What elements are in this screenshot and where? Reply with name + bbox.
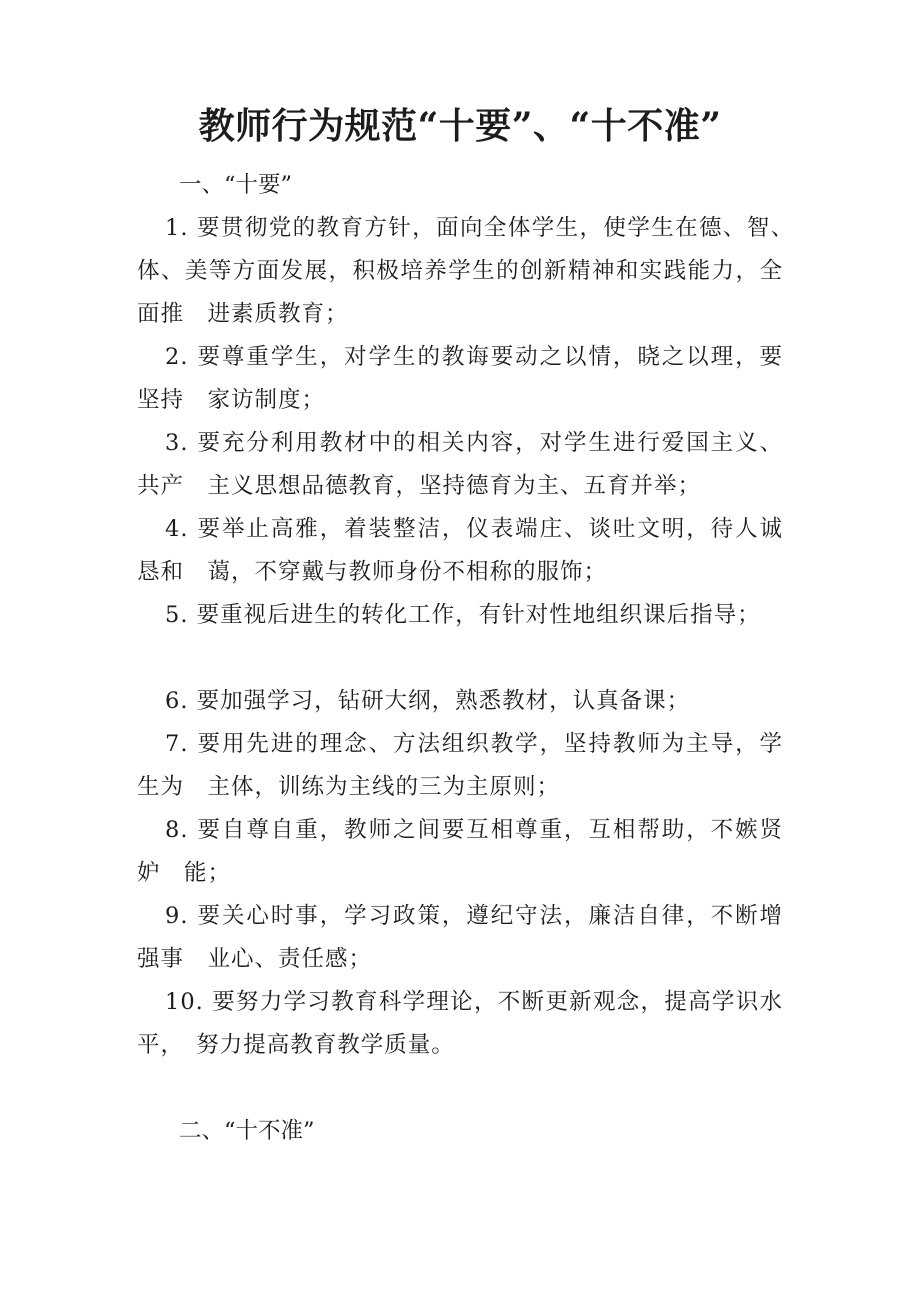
section-two-heading: 二、“十不准” bbox=[179, 1118, 315, 1144]
list-item-5: 5. 要重视后进生的转化工作，有针对性地组织课后指导； bbox=[165, 602, 761, 628]
section-one-heading: 一、“十要” bbox=[179, 172, 293, 198]
list-item-9: 9. 要关心时事，学习政策，遵纪守法，廉洁自律，不断增强事 业心、责任感； bbox=[137, 903, 783, 972]
list-item-1: 1. 要贯彻党的教育方针，面向全体学生，使学生在德、智、 体、美等方面发展，积极培养学生的创新精神和实践能力，全面推 进素质教育； bbox=[137, 215, 807, 327]
list-item-3: 3. 要充分利用教材中的相关内容，对学生进行爱国主义、共产 主义思想品德教育，坚持德育为主、五育并举； bbox=[137, 430, 783, 499]
list-item-4: 4. 要举止高雅，着装整洁，仪表端庄、谈吐文明，待人诚恳和 蔼，不穿戴与教师身份不相称的服饰； bbox=[137, 516, 783, 585]
list-item-10: 10. 要努力学习教育科学理论，不断更新观念，提高学识水平， 努力提高教育教学质量。 bbox=[137, 989, 783, 1058]
list-item-8: 8. 要自尊自重，教师之间要互相尊重，互相帮助，不嫉贤妒 能； bbox=[137, 817, 783, 886]
list-item-6: 6. 要加强学习，钻研大纲，熟悉教材，认真备课； bbox=[165, 688, 691, 714]
list-item-2: 2. 要尊重学生，对学生的教诲要动之以情，晓之以理，要坚持 家访制度； bbox=[137, 344, 783, 413]
list-item-7: 7. 要用先进的理念、方法组织教学，坚持教师为主导，学生为 主体，训练为主线的三为主原则； bbox=[137, 731, 783, 800]
page-title: 教师行为规范“十要”、“十不准” bbox=[198, 105, 722, 147]
